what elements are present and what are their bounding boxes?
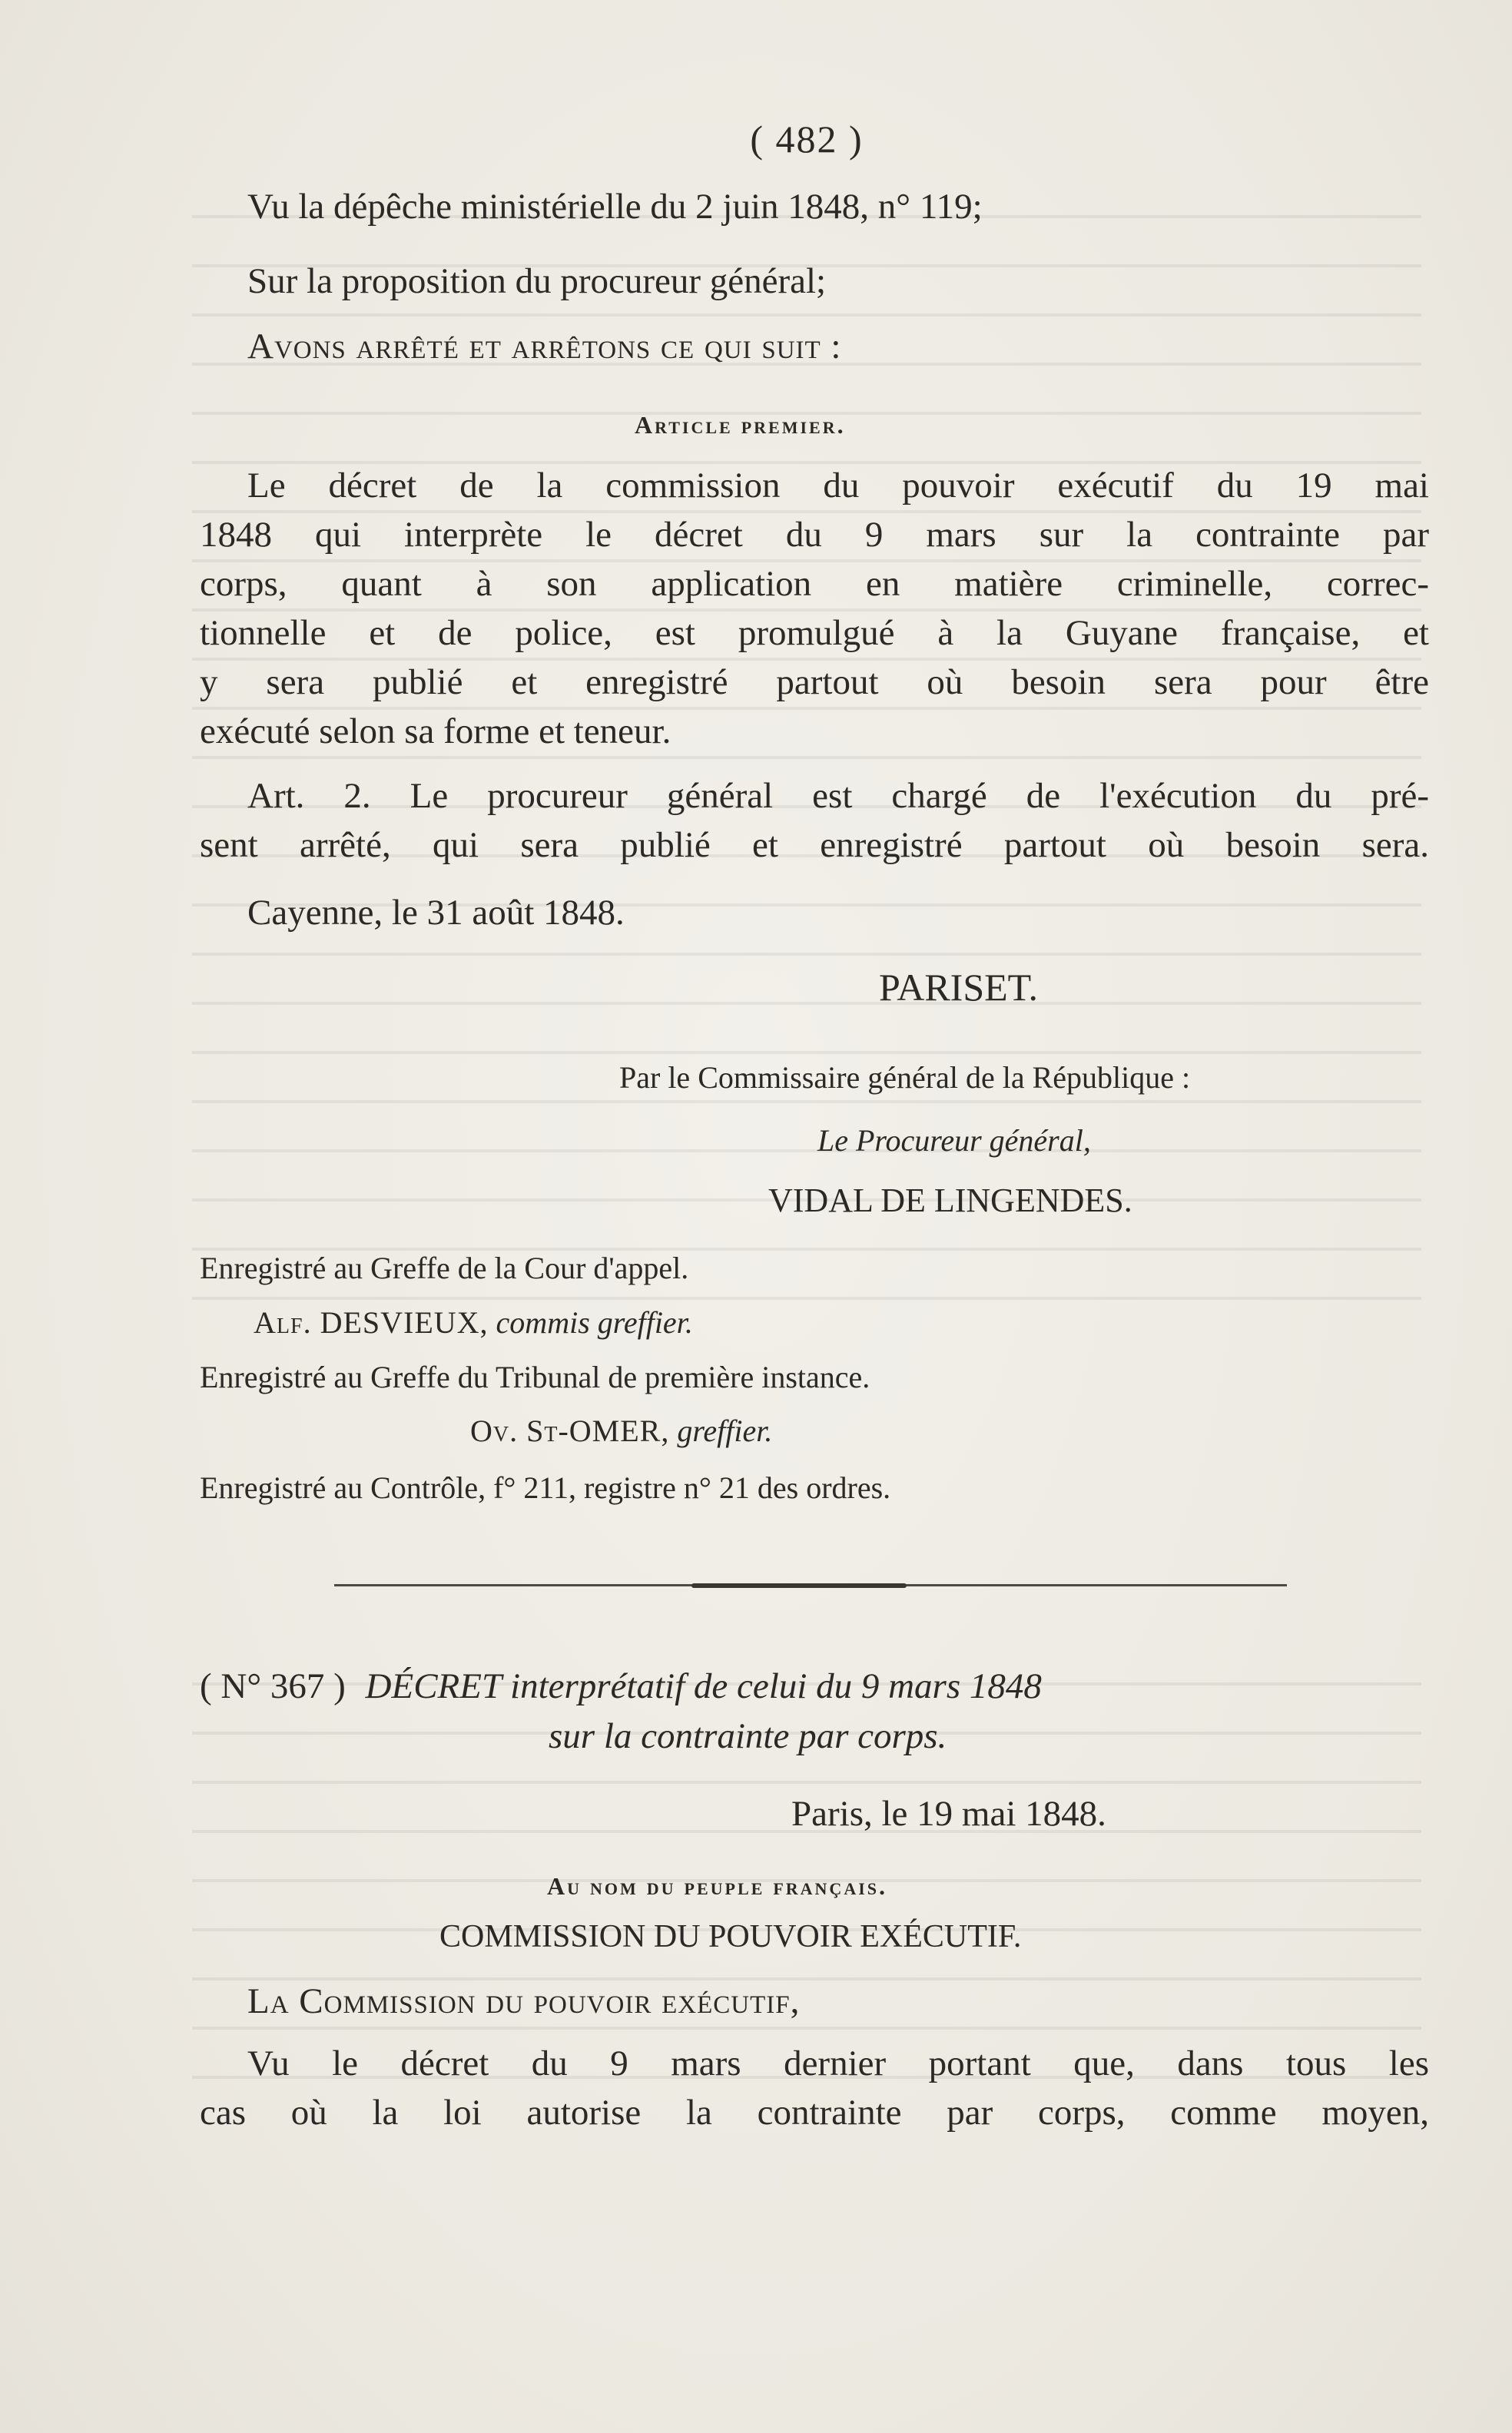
decree-heading-people: Au nom du peuple français.: [547, 1872, 887, 1900]
paragraph-line: corps, quant à son application en matière criminelle, correc-: [200, 564, 1429, 604]
registrar-name: Alf. DESVIEUX,: [254, 1305, 489, 1340]
paragraph-line: Vu le décret du 9 mars dernier portant que, dans tous les: [247, 2044, 1429, 2083]
decree-heading-commission: COMMISSION DU POUVOIR EXÉCUTIF.: [439, 1919, 1022, 1954]
paragraph-line: sent arrêté, qui sera publié et enregistré partout où besoin sera.: [200, 825, 1429, 865]
by-line: Par le Commissaire général de la République :: [619, 1060, 1191, 1095]
decree-title: DÉCRET interprétatif de celui du 9 mars 1848: [365, 1666, 1042, 1706]
text-line: Sur la proposition du procureur général;: [247, 261, 827, 301]
paragraph-line: tionnelle et de police, est promulgué à la Guyane française, et: [200, 613, 1429, 653]
section-divider-ornament: [691, 1583, 907, 1588]
paragraph-line: 1848 qui interprète le décret du 9 mars sur la contrainte par: [200, 515, 1429, 555]
registration-line: Enregistré au Greffe du Tribunal de première instance.: [200, 1360, 870, 1394]
registration-line: Enregistré au Greffe de la Cour d'appel.: [200, 1251, 689, 1285]
registration-signature: [470, 1410, 772, 1452]
registrar-role: greffier.: [677, 1414, 773, 1448]
text-line: Vu la dépêche ministérielle du 2 juin 1848, n° 119;: [247, 187, 983, 227]
decree-number: ( N° 367 ): [200, 1666, 346, 1706]
registration-line: Enregistré au Contrôle, f° 211, registre n° 21 des ordres.: [200, 1470, 891, 1505]
registrar-name: Ov. St-OMER,: [470, 1414, 670, 1448]
decree-title-continued: sur la contrainte par corps.: [549, 1716, 947, 1756]
signer-name: VIDAL DE LINGENDES.: [768, 1182, 1132, 1219]
section-heading: Article premier.: [635, 411, 846, 439]
paragraph-line: Le décret de la commission du pouvoir exécutif du 19 mai: [247, 466, 1429, 505]
date-line: Cayenne, le 31 août 1848.: [247, 893, 625, 933]
text-line: Avons arrêté et arrêtons ce qui suit :: [247, 326, 842, 366]
page-number: ( 482 ): [750, 118, 864, 161]
decree-commission-line: La Commission du pouvoir exécutif,: [247, 1981, 801, 2021]
paragraph-line: cas où la loi autorise la contrainte par corps, comme moyen,: [200, 2093, 1429, 2133]
decree-header: [200, 1662, 1042, 1710]
decree-date: Paris, le 19 mai 1848.: [791, 1794, 1106, 1834]
registration-signature: [254, 1302, 693, 1344]
paragraph-line: exécuté selon sa forme et teneur.: [200, 711, 671, 751]
paragraph-line: y sera publié et enregistré partout où besoin sera pour être: [200, 662, 1429, 702]
registrar-role: commis greffier.: [496, 1305, 693, 1340]
signer-name: PARISET.: [879, 966, 1039, 1009]
paragraph-line: Art. 2. Le procureur général est chargé de l'exécution du pré-: [247, 776, 1429, 816]
signer-title: Le Procureur général,: [817, 1123, 1091, 1158]
